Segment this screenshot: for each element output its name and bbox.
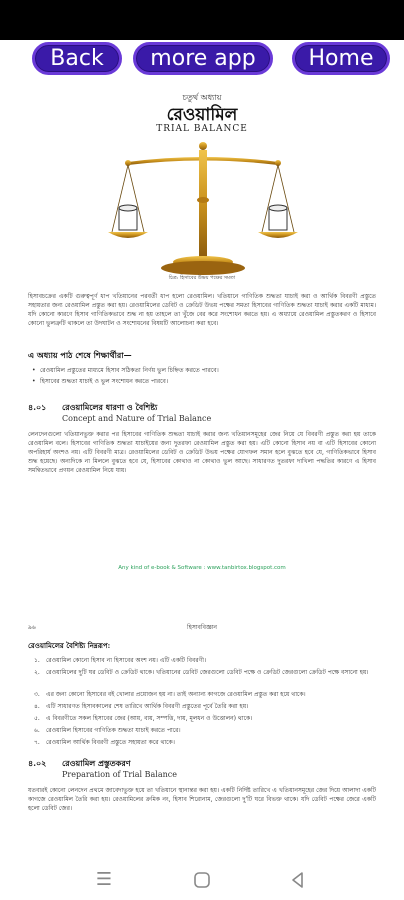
recent-apps-icon[interactable]: ☰ xyxy=(95,869,113,890)
feature-item: ৬. রেওয়ামিল হিসাবের গাণিতিক শুদ্ধতা যাচাই করতে পারে। xyxy=(34,727,181,734)
section-number: ৪.০১ xyxy=(28,402,47,412)
section-paragraph: লেনদেনগুলো খতিয়ানভুক্ত করার পর হিসাবের গাণিতিক শুদ্ধতা যাচাই করার জন্য খতিয়ানসমূহের জের নিয়ে যে বিবরণী প্রস্তুত করা হয় তাকে রেওয়ামিল বলে। হিসাবের গাণিতিক শুদ্ধতা যাচাইয়ের জন্য দুতরফা রেওয়ামিল প্রস্তুত করা হয়। এটি কোনো হিসাব নয় বা এটি হিসাবের কোনো অপরিহার্য অংশও নয়। এটি বিবরণী মাত্র। রেওয়ামিলের ডেবিট ও ক্রেডিট উভয় পক্ষের যোগফল সমান হলে বুঝতে হবে যে, গাণিতিকভাবে হিসাব শুদ্ধ হয়েছে। অন্যদিকে না মিললে বুঝতে হবে যে, হিসাবের কোথাও না কোথাও ভুল আছে। সাধারণত দুতরফা দাখিলা পদ্ধতির কারণে এ হিসাব সমন্বিতভাবে প্রণয়ন রেওয়ামিল নিয়ে যায়। xyxy=(28,431,376,474)
document-viewer[interactable] xyxy=(0,80,404,860)
feature-item: ৩. এর জন্য কোনো হিসাবের বই খোলার প্রয়োজন হয় না। তাই অন্যান্য কাগজে রেওয়ামিল প্রস্তুত করা হয়ে থাকে। xyxy=(34,691,306,698)
chapter-title: রেওয়ামিল xyxy=(166,105,238,125)
book-page-2 xyxy=(0,612,404,860)
section-title-english: Concept and Nature of Trial Balance xyxy=(62,414,212,423)
more-app-button[interactable]: more app xyxy=(133,42,273,75)
back-button[interactable]: Back xyxy=(32,42,122,75)
system-navigation-bar xyxy=(0,862,404,900)
chapter-label: চতুর্থ অধ্যায় xyxy=(182,93,222,102)
chapter-title-english: TRIAL BALANCE xyxy=(156,124,248,134)
top-nav-bar xyxy=(0,40,404,80)
running-head: হিসাববিজ্ঞান xyxy=(186,624,218,631)
objective-item: • হিসাবের শুদ্ধতা যাচাই ও ভুল সংশোধন করতে পারবে। xyxy=(40,377,370,386)
home-button[interactable]: Home xyxy=(292,42,390,75)
feature-item: ১. রেওয়ামিল কোনো হিসাব না হিসাবের অংশ নয়। এটি একটি বিবরণী। xyxy=(34,657,207,664)
section-paragraph: যতবারই কোনো লেনদেন প্রথমে জাবেদাভুক্ত হয়ে তা খতিয়ানে স্থানান্তর করা হয়। একটি নির্দিষ্ট তারিখে এ খতিয়ানসমূহের জের দিয়ে আলাদা একটি কাগজে রেওয়ামিল তৈরি করা হয়। রেওয়ামিলের ক্রমিক নং, হিসাব শিরোনাম, জেরগুলো দু'টি ঘরে বিভক্ত থাকে। যদি ডেবিট পক্ষের জেরে একটি হলো ডেবিট জের। xyxy=(28,787,376,812)
balance-scale-image xyxy=(108,140,298,280)
feature-item: ৪. এটি সাধারণত হিসাবকালের শেষ তারিখে আর্থিক বিবরণী প্রস্তুতের পূর্বে তৈরি করা হয়। xyxy=(34,703,249,710)
feature-item: ২. রেওয়ামিলের দুটি ঘর ডেবিট ও ক্রেডিট থাকে। খতিয়ানের ডেবিট জেরগুলো ডেবিট পক্ষে ও ক্রেডিট জেরগুলো ক্রেডিট পক্ষে বসানো হয়। xyxy=(34,669,369,676)
status-bar xyxy=(0,0,404,40)
image-caption: চিত্র: হিসাবের উভয় পক্ষের সমতা xyxy=(168,275,236,281)
page-number: ৯৬ xyxy=(28,624,36,631)
section-title-english: Preparation of Trial Balance xyxy=(62,770,177,779)
back-triangle-icon[interactable] xyxy=(288,870,308,890)
feature-item: ৫. এ বিবরণীতে সকল হিসাবের জের (আয়, ব্যয়, সম্পত্তি, দায়, মূলধন ও উত্তোলন) থাকে। xyxy=(34,715,253,722)
book-page-1 xyxy=(0,80,404,600)
objective-item: • রেওয়ামিল প্রস্তুতের মাধ্যমে হিসাব সঠিকতা নির্ণয় ভুল চিহ্নিত করতে পারবে। xyxy=(40,366,370,375)
learning-objectives-heading: এ অধ্যায় পাঠ শেষে শিক্ষার্থীরা— xyxy=(28,350,132,360)
ebook-footer-link[interactable]: Any kind of e-book & Software : www.tanbirtox.blogspot.com xyxy=(118,565,286,571)
section-number: ৪.০২ xyxy=(28,758,47,768)
features-heading: রেওয়ামিলের বৈশিষ্ট্য নিম্নরূপ: xyxy=(28,641,111,650)
feature-item: ৭. রেওয়ামিল আর্থিক বিবরণী প্রস্তুতে সহায়তা করে থাকে। xyxy=(34,739,175,746)
intro-paragraph: হিসাবচক্রের একটি গুরুত্বপূর্ণ ধাপ খতিয়ানের পরবর্তী ধাপ হলো রেওয়ামিল। খতিয়ানে গাণিতিক শুদ্ধতা যাচাই করা ও আর্থিক বিবরণী প্রস্তুতে সহায়তার জন্য রেওয়ামিল প্রস্তুত করা হয়। রেওয়ামিলের ডেবিট ও ক্রেডিট উভয় পক্ষের সমতা হিসাবের গাণিতিক শুদ্ধতা যাচাই করার একটি মাধ্যম। যদি কোনো কারণে হিসাব গাণিতিকভাবে শুদ্ধ না হয় তাহলে তা খুঁজে বের করে সংশোধন করতে হয়। এ অধ্যায়ে রেওয়ামিল প্রস্তুতকরণ ও হিসাবে কোনো ভুলত্রুটি থাকলে তা উদঘাটন ও সংশোধনের বিষয়টি আলোচনা করা হবে। xyxy=(28,293,376,327)
section-title: রেওয়ামিলের ধারণা ও বৈশিষ্ট্য xyxy=(62,402,158,412)
home-circle-icon[interactable] xyxy=(192,870,212,890)
section-title: রেওয়ামিল প্রস্তুতকরণ xyxy=(62,758,131,768)
